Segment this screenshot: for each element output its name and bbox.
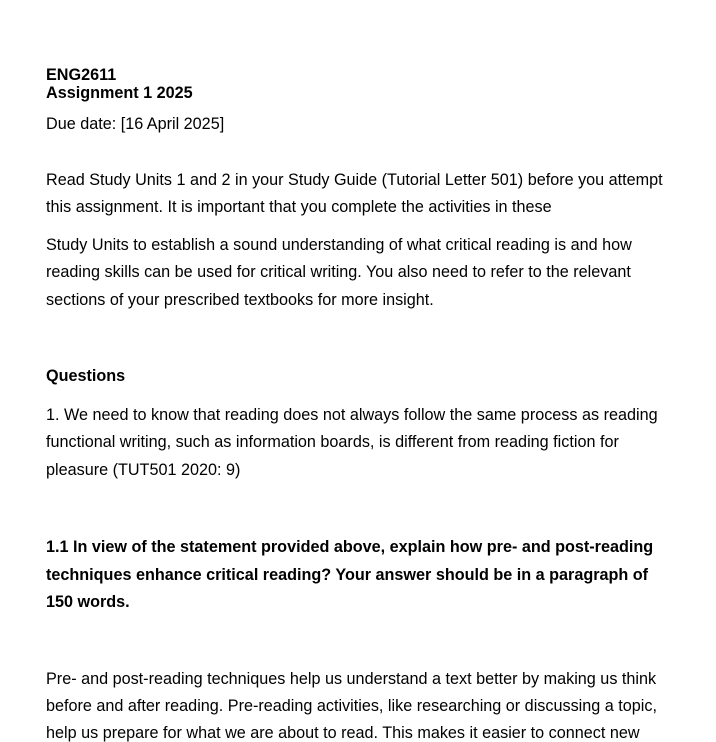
course-code: ENG2611 — [46, 66, 117, 84]
question1-1-prompt-line: 1.1 In view of the statement provided above, explain how pre- and post-reading — [46, 538, 654, 556]
question1-1-prompt-line: techniques enhance critical reading? Your answer should be in a paragraph of — [46, 566, 649, 584]
intro-paragraph1-line: this assignment. It is important that you complete the activities in these — [46, 198, 552, 216]
question1-1-prompt-line: 150 words. — [46, 593, 130, 611]
intro-paragraph1-line: Read Study Units 1 and 2 in your Study Guide (Tutorial Letter 501) before you attempt — [46, 171, 663, 189]
questions-heading: Questions — [46, 367, 126, 385]
assignment-title: Assignment 1 2025 — [46, 84, 193, 102]
answer-line: help us prepare for what we are about to read. This makes it easier to connect new — [46, 724, 640, 742]
question1-statement-line: functional writing, such as information boards, is different from reading fiction for — [46, 433, 619, 451]
intro-paragraph2-line: sections of your prescribed textbooks for more insight. — [46, 291, 434, 309]
answer-line: before and after reading. Pre-reading activities, like researching or discussing a topic, — [46, 697, 657, 715]
due-date: Due date: [16 April 2025] — [46, 115, 225, 133]
question1-statement-line: 1. We need to know that reading does not always follow the same process as reading — [46, 406, 658, 424]
answer-line: Pre- and post-reading techniques help us understand a text better by making us think — [46, 670, 657, 688]
question1-statement-line: pleasure (TUT501 2020: 9) — [46, 461, 241, 479]
intro-paragraph2-line: reading skills can be used for critical writing. You also need to refer to the relevant — [46, 263, 631, 281]
intro-paragraph2-line: Study Units to establish a sound understanding of what critical reading is and how — [46, 236, 632, 254]
